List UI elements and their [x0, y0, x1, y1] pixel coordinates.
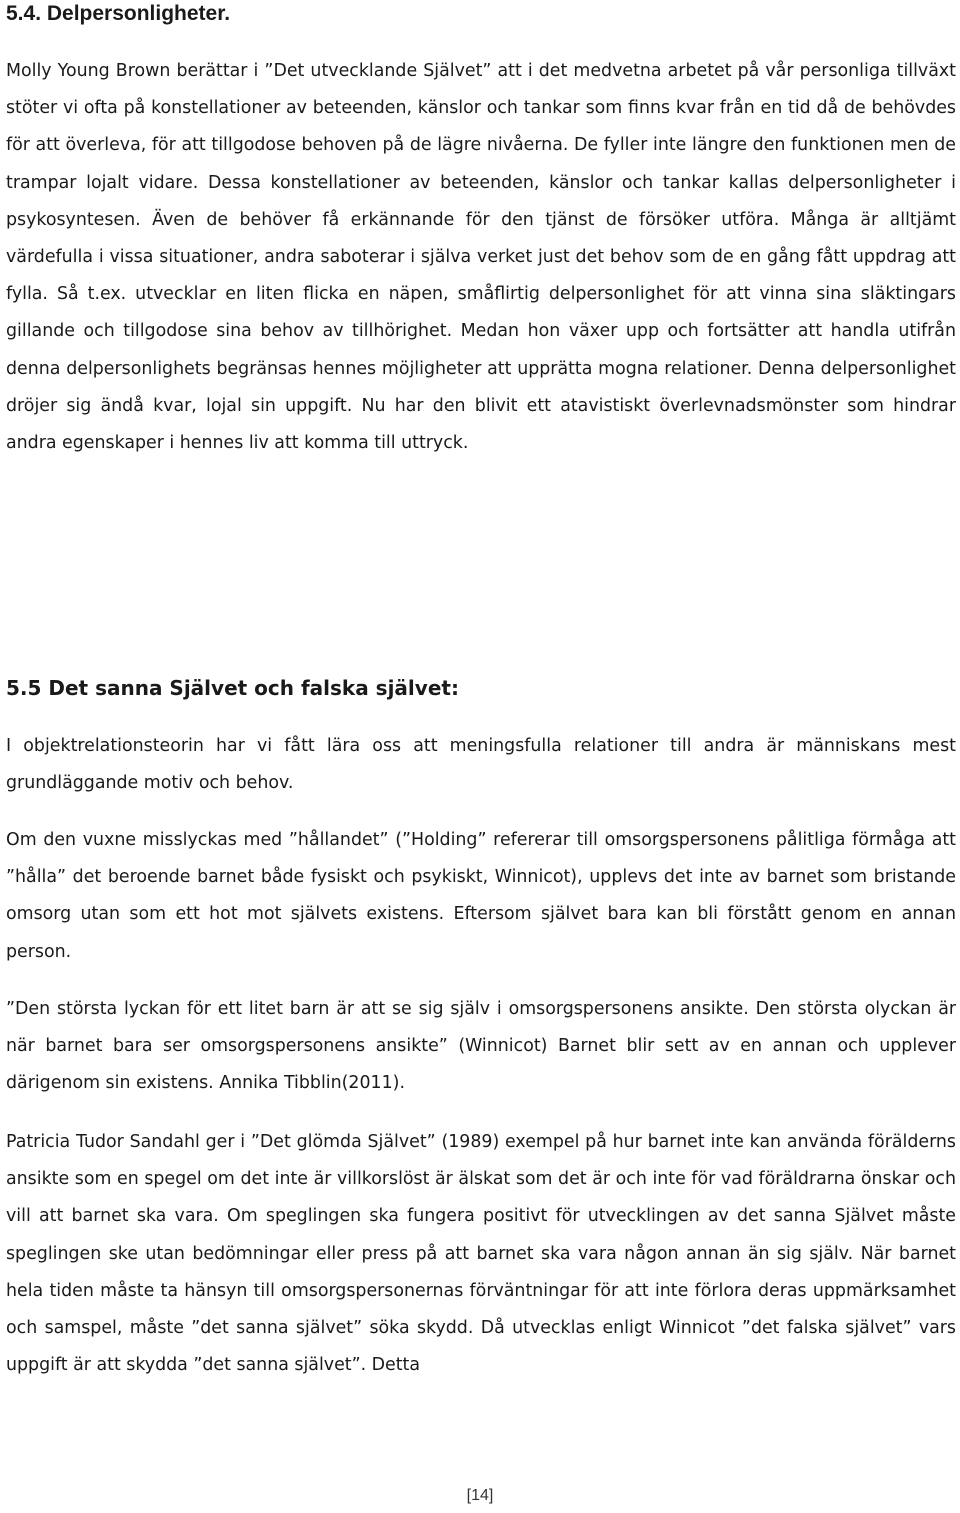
- paragraph-winnicot-quote: ”Den största lyckan för ett litet barn är att se sig själv i omsorgspersonens ansikte. Den största olyckan är när barnet bara ser omsorgspersonens ansikte” (Winnicot) Barnet blir sett av en annan och upplever därigenom sin existens. Annika Tibblin(2011).: [6, 999, 956, 1094]
- paragraph-objektrelationsteorin: I objektrelationsteorin har vi fått lära oss att meningsfulla relationer till andra är människans mest grundläggande motiv och behov.: [6, 736, 956, 794]
- paragraph-hallandet: Om den vuxne misslyckas med ”hållandet” (”Holding” refererar till omsorgspersonens pålitliga förmåga att ”hålla” det beroende barnet både fysiskt och psykiskt, Winnicot), upplevs det inte av barnet som bristande omsorg utan som ett hot mot självets existens. Eftersom självet bara kan bli förstått genom en annan person.: [6, 830, 956, 962]
- paragraph-tudor-sandahl: Patricia Tudor Sandahl ger i ”Det glömda Självet” (1989) exempel på hur barnet inte kan använda förälderns ansikte som en spegel om det inte är villkorslöst är älskat som det är och inte för vad föräldrarna önskar och vill att barnet ska vara. Om speglingen ska fungera positivt för utvecklingen av det sanna Självet måste speglingen ske utan bedömningar eller press på att barnet ska vara någon annan än sig själv. När barnet hela tiden måste ta hänsyn till omsorgspersonernas förväntningar för att inte förlora deras uppmärksamhet och samspel, måste ”det sanna självet” söka skydd. Då utvecklas enligt Winnicot ”det falska självet” vars uppgift är att skydda ”det sanna självet”. Detta: [6, 1132, 956, 1376]
- paragraph-delpersonligheter: Molly Young Brown berättar i ”Det utvecklande Självet” att i det medvetna arbetet på vår personliga tillväxt stöter vi ofta på konstellationer av beteenden, känslor och tankar som finns kvar från en tid då de behövdes för att överleva, för att tillgodose behoven på de lägre nivåerna. De fyller inte längre den funktionen men de trampar lojalt vidare. Dessa konstellationer av beteenden, känslor och tankar kallas delpersonligheter i psykosyntesen. Även de behöver få erkännande för den tjänst de försöker utföra. Många är alltjämt värdefulla i vissa situationer, andra saboterar i själva verket just det behov som de en gång fått uppdrag att fylla. Så t.ex. utvecklar en liten flicka en näpen, småflirtig delpersonlighet för att vinna sina släktingars gillande och tillgodose sina behov av tillhörighet. Medan hon växer upp och fortsätter att handla utifrån denna delpersonlighets begränsas hennes möjligheter att upprätta mogna relationer. Denna delpersonlighet dröjer sig ändå kvar, lojal sin uppgift. Nu har den blivit ett atavistiskt överlevnadsmönster som hindrar andra egenskaper i hennes liv att komma till uttryck.: [6, 61, 956, 454]
- section-heading-delpersonligheter: 5.4. Delpersonligheter.: [6, 2, 231, 25]
- page-number: [14]: [466, 1487, 494, 1504]
- section-heading-sanna-sjalvet: 5.5 Det sanna Självet och falska självet:: [6, 676, 459, 700]
